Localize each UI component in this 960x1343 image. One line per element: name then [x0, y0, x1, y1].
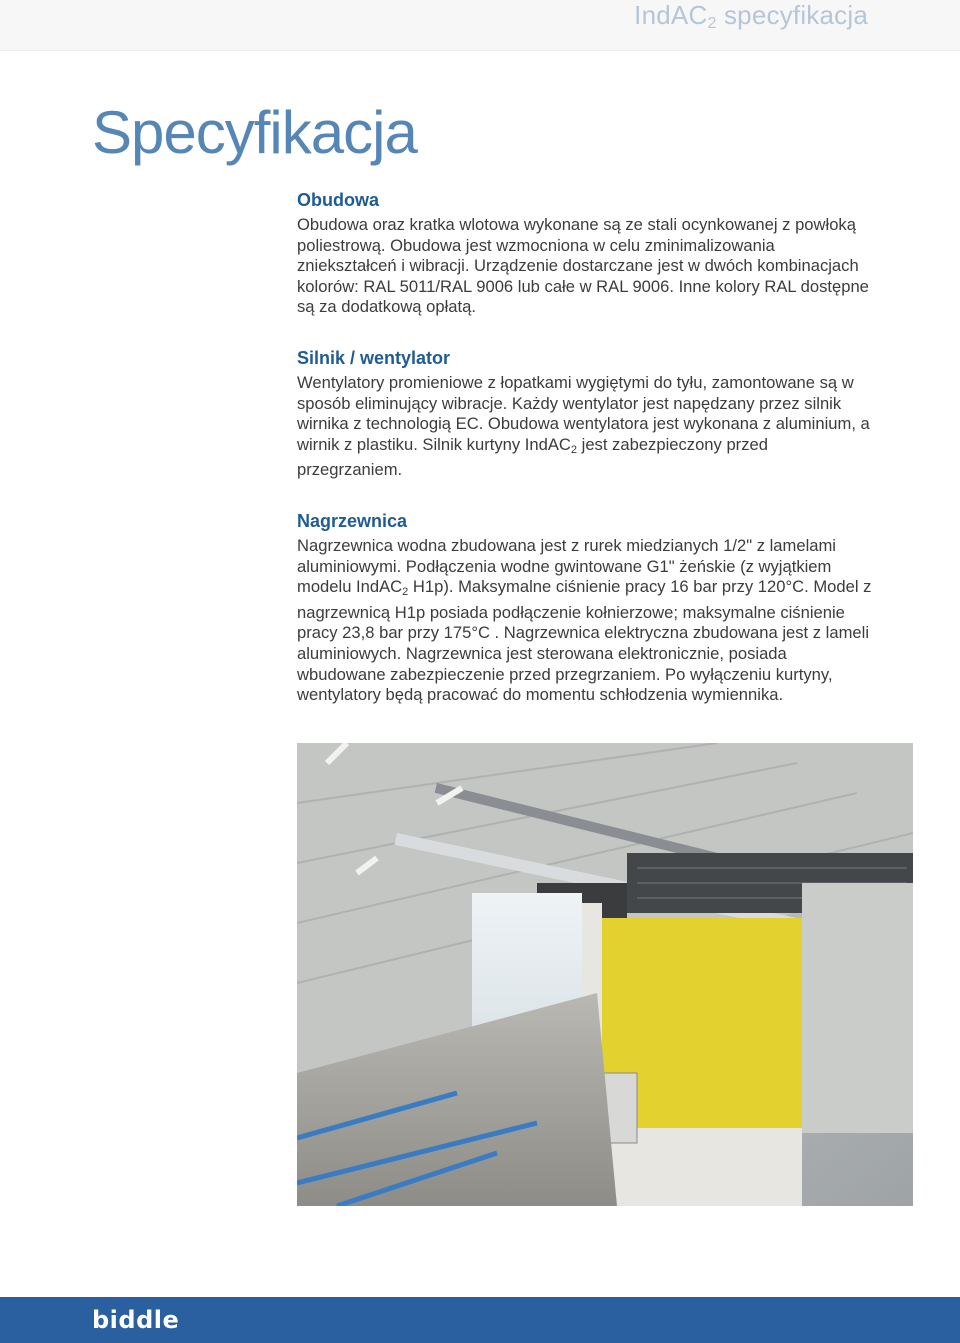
- section-text: Obudowa oraz kratka wlotowa wykonane są ze stali ocynkowanej z powłoką poliestrową. Obudowa jest wzmocniona w celu zminimalizowania zniekształceń i wibracji. Urządzenie dostarczane jest w dwóch kombinacjach kolorów: RAL 5011/RAL 9006 lub całe w RAL 9006. Inne kolory RAL dostępne są za dodatkową opłatą.: [297, 215, 869, 317]
- section-heading: Silnik / wentylator: [297, 347, 451, 368]
- section-nagrzewnica: [297, 511, 872, 706]
- section-text: Wentylatory promieniowe z łopatkami wygiętymi do tyłu, zamontowane są w sposób eliminujący wibracje. Każdy wentylator jest napędzany przez silnik wirnika z technologią EC. Obudowa wentylatora jest wykonana z aluminium, a wirnik z plastiku. Silnik kurtyny IndAC$_2$ jest zabezpieczony przed przegrzaniem.: [297, 372, 870, 480]
- warehouse-illustration: [297, 743, 913, 1206]
- section-heading: Nagrzewnica: [297, 510, 408, 531]
- biddle-logo: biddle: [92, 1306, 180, 1334]
- section-silnik: [297, 348, 872, 481]
- page-title: Specyfikacja: [92, 99, 417, 166]
- spec-content: [297, 190, 872, 736]
- running-title: IndAC$_2$ specyfikacja: [634, 0, 868, 32]
- section-text: Nagrzewnica wodna zbudowana jest z rurek miedzianych 1/2" z lamelami aluminiowymi. Podłączenia wodne gwintowane G1" żeńskie (z wyjątkiem modelu IndAC$_2$ H1p). Maksymalne ciśnienie pracy 16 bar przy 120°C. Model z nagrzewnicą H1p posiada podłączenie kołnierzowe; maksymalne ciśnienie pracy 23,8 bar przy 175°C . Nagrzewnica elektryczna zbudowana jest z lameli aluminiowych. Nagrzewnica jest sterowana elektronicznie, posiada wbudowane zabezpieczenie przed przegrzaniem. Po wyłączeniu kurtyny, wentylatory będą pracować do momentu schłodzenia wymiennika.: [297, 535, 872, 705]
- warehouse-photo: [297, 743, 913, 1206]
- section-heading: Obudowa: [297, 190, 379, 210]
- section-obudowa: [297, 190, 872, 318]
